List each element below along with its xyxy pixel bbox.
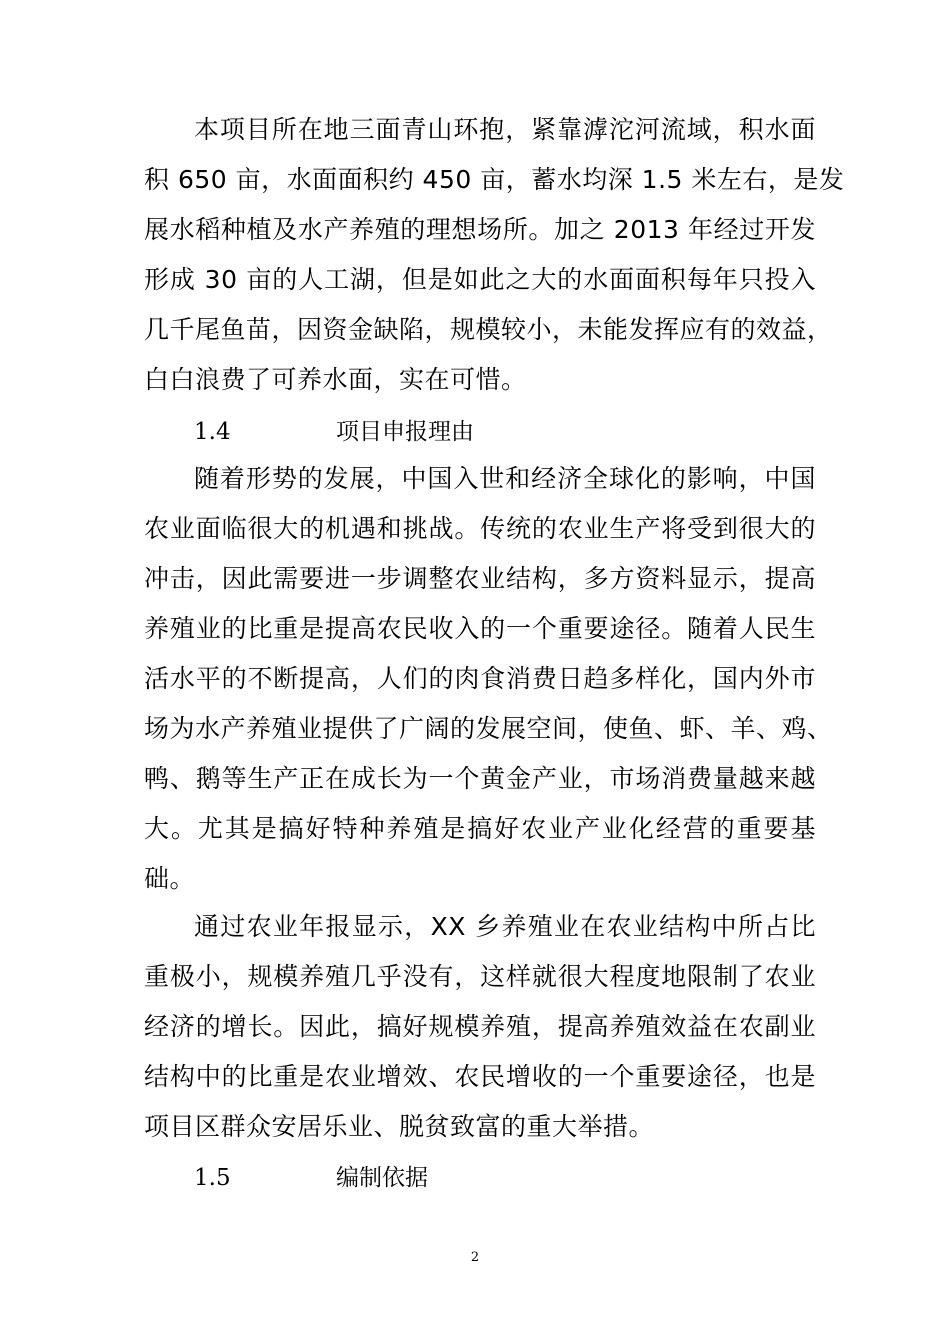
text-line: 养殖业的比重是提高农民收入的一个重要途径。随着人民生 bbox=[144, 614, 816, 643]
section-title: 项目申报理由 bbox=[336, 419, 474, 445]
section-number: 1.5 bbox=[194, 1165, 231, 1191]
paragraph-annual-report bbox=[144, 902, 816, 1152]
text-line: 随着形势的发展，中国入世和经济全球化的影响，中国 bbox=[194, 464, 816, 493]
text-line: 经济的增长。因此，搞好规模养殖，提高养殖效益在农副业 bbox=[144, 1012, 816, 1041]
paragraph-application-reason bbox=[144, 454, 833, 904]
text-line: 鸭、鹅等生产正在成长为一个黄金产业，市场消费量越来越 bbox=[144, 764, 816, 793]
text-line: 形成 30 亩的人工湖，但是如此之大的水面面积每年只投入 bbox=[144, 265, 816, 294]
text-line: 展水稻种植及水产养殖的理想场所。加之 2013 年经过开发 bbox=[144, 215, 816, 244]
text-line: 场为水产养殖业提供了广阔的发展空间，使鱼、虾、羊、鸡、 bbox=[144, 714, 833, 743]
text-line: 活水平的不断提高，人们的肉食消费日趋多样化，国内外市 bbox=[144, 664, 816, 693]
text-line: 大。尤其是搞好特种养殖是搞好农业产业化经营的重要基 bbox=[144, 814, 816, 843]
text-line: 通过农业年报显示，XX 乡养殖业在农业结构中所占比 bbox=[194, 912, 816, 941]
paragraph-project-location bbox=[144, 105, 845, 405]
text-line: 几千尾鱼苗，因资金缺陷，规模较小，未能发挥应有的效益， bbox=[144, 315, 833, 344]
section-heading-1-5 bbox=[194, 1158, 428, 1198]
text-line: 农业面临很大的机遇和挑战。传统的农业生产将受到很大的 bbox=[144, 514, 816, 543]
text-line: 础。 bbox=[144, 864, 196, 893]
text-line: 项目区群众安居乐业、脱贫致富的重大举措。 bbox=[144, 1112, 655, 1141]
text-line: 积 650 亩，水面面积约 450 亩，蓄水均深 1.5 米左右，是发 bbox=[144, 165, 845, 194]
section-number: 1.4 bbox=[194, 419, 231, 445]
text-line: 重极小，规模养殖几乎没有，这样就很大程度地限制了农业 bbox=[144, 962, 816, 991]
section-heading-1-4 bbox=[194, 412, 474, 452]
section-title: 编制依据 bbox=[336, 1165, 428, 1191]
text-line: 冲击，因此需要进一步调整农业结构，多方资料显示，提高 bbox=[144, 564, 816, 593]
page-number: 2 bbox=[470, 1250, 480, 1265]
text-line: 白白浪费了可养水面，实在可惜。 bbox=[144, 365, 527, 394]
text-line: 本项目所在地三面青山环抱，紧靠滹沱河流域，积水面 bbox=[194, 115, 816, 144]
text-line: 结构中的比重是农业增效、农民增收的一个重要途径，也是 bbox=[144, 1062, 816, 1091]
